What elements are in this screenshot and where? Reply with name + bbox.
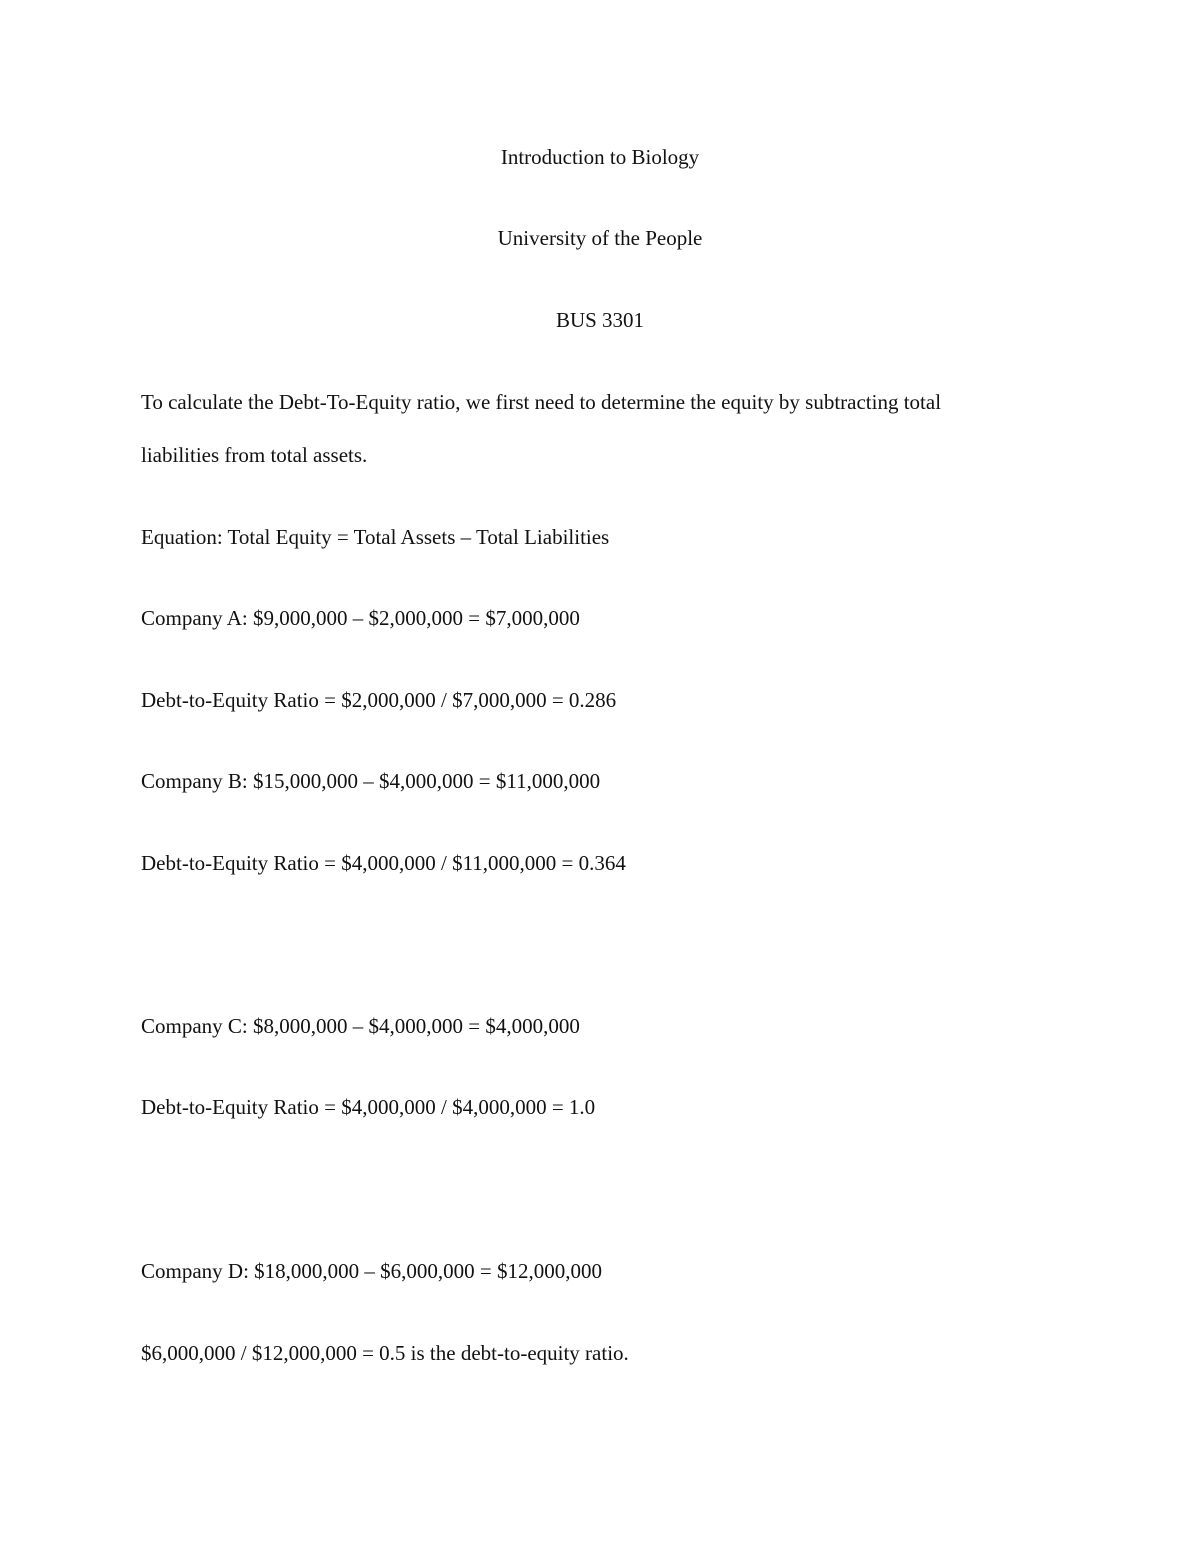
company-c-ratio: Debt-to-Equity Ratio = $4,000,000 / $4,000,000 = 1.0: [141, 1095, 596, 1119]
company-d-ratio: $6,000,000 / $12,000,000 = 0.5 is the debt-to-equity ratio.: [141, 1341, 629, 1365]
company-a-equity: Company A: $9,000,000 – $2,000,000 = $7,000,000: [141, 606, 580, 630]
company-d-equity: Company D: $18,000,000 – $6,000,000 = $12,000,000: [141, 1259, 603, 1283]
intro-paragraph-line-2: liabilities from total assets.: [141, 443, 368, 467]
course-code: BUS 3301: [555, 308, 645, 332]
equity-equation: Equation: Total Equity = Total Assets – Total Liabilities: [141, 525, 610, 549]
company-b-ratio: Debt-to-Equity Ratio = $4,000,000 / $11,000,000 = 0.364: [141, 851, 626, 875]
document-title: Introduction to Biology: [500, 145, 700, 169]
company-a-ratio: Debt-to-Equity Ratio = $2,000,000 / $7,000,000 = 0.286: [141, 688, 617, 712]
company-c-equity: Company C: $8,000,000 – $4,000,000 = $4,000,000: [141, 1014, 580, 1038]
institution-name: University of the People: [497, 226, 703, 250]
company-b-equity: Company B: $15,000,000 – $4,000,000 = $11,000,000: [141, 769, 601, 793]
intro-paragraph-line-1: To calculate the Debt-To-Equity ratio, we first need to determine the equity by subtracting total: [141, 390, 942, 414]
